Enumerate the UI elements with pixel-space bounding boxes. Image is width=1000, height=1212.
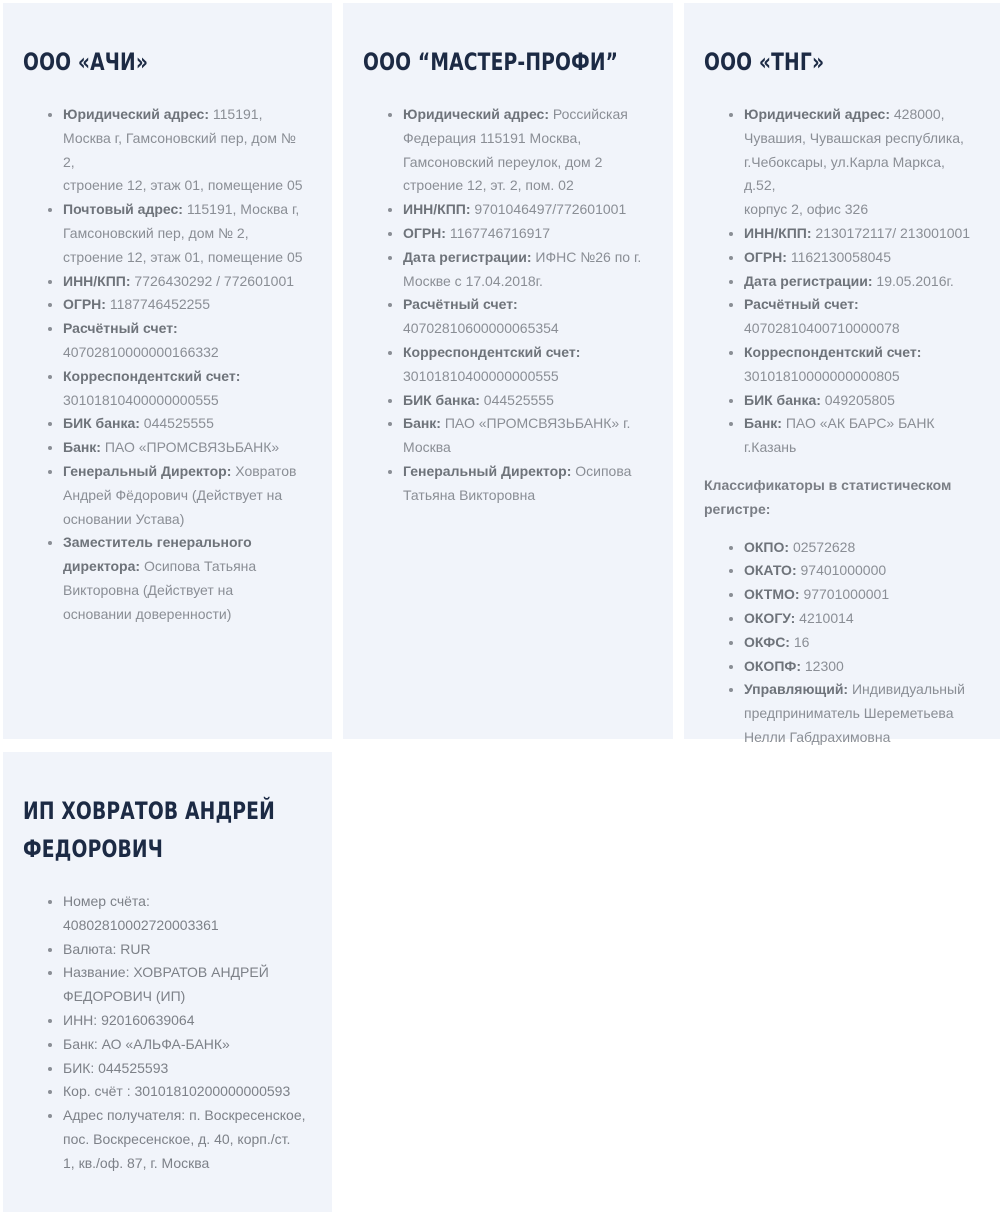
list-item: [403, 293, 653, 341]
item-value: 30101810000000000805: [744, 367, 900, 384]
list-item: [744, 412, 980, 460]
item-value: основании Устава): [63, 510, 185, 527]
item-label: Расчётный счет:: [403, 296, 518, 313]
item-label: БИК банка:: [744, 391, 821, 408]
item-text: Банк: АО «АЛЬФА-БАНК»: [63, 1035, 230, 1052]
list-item: [63, 460, 312, 531]
item-label: Корреспондентский счет:: [744, 343, 922, 360]
list-item: [403, 103, 653, 198]
list-item: [744, 389, 980, 413]
item-value: 40702810000000166332: [63, 343, 219, 360]
item-value: ПАО «АК БАРС» БАНК г.Казань: [744, 415, 935, 456]
item-value: Москва г, Гамсоновский пер, дом №: [63, 129, 296, 146]
item-label: ОКАТО:: [744, 562, 797, 579]
item-text: Кор. счёт : 30101810200000000593: [63, 1083, 291, 1100]
list-item: [63, 103, 312, 198]
item-value: 16: [789, 633, 810, 650]
item-value: Осипова: [571, 462, 632, 479]
item-value: 40702810600000065354: [403, 320, 559, 337]
list-item: [63, 412, 312, 436]
list-item: [403, 198, 653, 222]
item-text: 1, кв./оф. 87, г. Москва: [63, 1154, 210, 1171]
list-item: [63, 1080, 312, 1104]
item-label: ОКПО:: [744, 538, 790, 555]
list-item: [63, 531, 312, 626]
item-value: 044525555: [139, 415, 214, 432]
item-text: Валюта: RUR: [63, 940, 151, 957]
list-item: [63, 293, 312, 317]
item-value: 1167746716917: [445, 224, 551, 241]
item-value: предприниматель Шереметьева: [744, 705, 954, 722]
item-label: ОГРН:: [403, 224, 446, 241]
item-value: 115191,: [209, 106, 263, 122]
item-label: ОКОГУ:: [744, 609, 796, 626]
item-value: Чувашия, Чувашская республика,: [744, 129, 964, 146]
item-label: Банк:: [63, 439, 101, 456]
list-item: [403, 412, 653, 460]
item-value: 2,: [63, 153, 75, 170]
item-value: строение 12, этаж 01, помещение 05: [63, 177, 303, 194]
item-label: БИК банка:: [63, 415, 140, 432]
item-label: ОГРН:: [63, 296, 106, 313]
item-text: пос. Воскресенское, д. 40, корп./ст.: [63, 1130, 291, 1147]
item-text: Номер счёта:: [63, 893, 150, 909]
item-text: Адрес получателя: п. Воскресенское,: [63, 1107, 306, 1124]
list-item: [744, 559, 980, 583]
company-card-achi: [3, 3, 332, 739]
item-value: 428000,: [890, 106, 945, 122]
company-card-master-profi: [343, 3, 673, 739]
item-value: основании доверенности): [63, 605, 232, 622]
list-item: [744, 655, 980, 679]
card-title: ООО “МАСТЕР-ПРОФИ”: [363, 48, 619, 76]
item-label: Юридический адрес:: [744, 106, 890, 122]
item-label: ИНН/КПП:: [63, 272, 131, 289]
list-item: [63, 1057, 312, 1081]
item-value: 9701046497/772601001: [470, 201, 627, 218]
card-title: ООО «ТНГ»: [704, 48, 825, 76]
item-value: ИФНС №26 по г.: [531, 248, 642, 265]
card-title-line: ИП ХОВРАТОВ АНДРЕЙ: [23, 797, 275, 825]
list-item: [403, 460, 653, 508]
list-item: [403, 246, 653, 294]
bank-details-list: [23, 890, 312, 1176]
list-item: [63, 436, 312, 460]
item-value: 02572628: [789, 538, 856, 555]
item-value: Викторовна (Действует на: [63, 581, 234, 598]
item-value: 4210014: [795, 609, 854, 626]
item-label: ИНН/КПП:: [744, 224, 812, 241]
item-value: 30101810400000000555: [63, 391, 219, 408]
item-value: Татьяна Викторовна: [403, 486, 536, 503]
item-value: 2130172117/ 213001001: [811, 224, 971, 241]
list-item: [744, 341, 980, 389]
item-label: Юридический адрес:: [403, 106, 549, 122]
list-item: [63, 198, 312, 269]
card-title-line: ФЕДОРОВИЧ: [23, 835, 164, 863]
item-label: Дата регистрации:: [744, 272, 873, 289]
item-text: 40802810002720003361: [63, 916, 219, 933]
item-value: 7726430292 / 772601001: [130, 272, 295, 289]
item-value: 40702810400710000078: [744, 320, 900, 337]
item-value: Российская: [549, 106, 628, 122]
item-label: Юридический адрес:: [63, 106, 209, 122]
item-label: Почтовый адрес:: [63, 201, 183, 218]
item-value: Москве с 17.04.2018г.: [403, 272, 543, 289]
item-value: 1162130058045: [786, 248, 892, 265]
item-label: Банк:: [744, 415, 782, 432]
item-value: г.Чебоксары, ул.Карла Маркса, д.52,: [744, 153, 945, 194]
list-item: [744, 293, 980, 341]
item-value: 97701000001: [799, 586, 890, 603]
item-value: строение 12, этаж 01, помещение 05: [63, 248, 303, 265]
card-title: [23, 792, 312, 868]
item-label: Генеральный Директор:: [63, 462, 232, 479]
list-item: [744, 631, 980, 655]
classifiers-heading: Классификаторы в статистическом регистре:: [704, 476, 952, 517]
card-title: ООО «АЧИ»: [23, 48, 149, 76]
list-item: [744, 222, 980, 246]
item-value: Гамсоновский переулок, дом 2: [403, 153, 603, 170]
item-value: 12300: [801, 657, 844, 674]
item-value: Федерация 115191 Москва,: [403, 129, 582, 146]
item-value: 044525555: [479, 391, 554, 408]
requisites-list: [363, 103, 653, 508]
list-item: [63, 890, 312, 938]
list-item: [744, 536, 980, 560]
item-label: Корреспондентский счет:: [63, 367, 241, 384]
list-item: [403, 222, 653, 246]
list-item: [63, 1104, 312, 1175]
item-label: Генеральный Директор:: [403, 462, 572, 479]
item-label: ИНН/КПП:: [403, 201, 471, 218]
requisites-list: [23, 103, 312, 627]
list-item: [744, 246, 980, 270]
item-label: Расчётный счет:: [63, 320, 178, 337]
item-value: Осипова Татьяна: [140, 558, 257, 575]
item-label: директора:: [63, 558, 141, 575]
item-value: 049205805: [820, 391, 895, 408]
classifiers-list: [704, 536, 980, 750]
item-label: Расчётный счет:: [744, 296, 859, 313]
list-item: [744, 678, 980, 749]
item-value: Нелли Габдрахимовна: [744, 728, 891, 745]
item-value: Гамсоновский пер, дом № 2,: [63, 224, 249, 241]
list-item: [403, 341, 653, 389]
ip-card-khovratov: [3, 752, 332, 1212]
item-value: Индивидуальный: [848, 681, 965, 698]
list-item: [63, 1009, 312, 1033]
item-value: 97401000000: [796, 562, 887, 579]
item-label: Корреспондентский счет:: [403, 343, 581, 360]
list-item: [63, 317, 312, 365]
item-label: ОКОПФ:: [744, 657, 801, 674]
item-value: 30101810400000000555: [403, 367, 559, 384]
item-label: ОГРН:: [744, 248, 787, 265]
item-label: Дата регистрации:: [403, 248, 532, 265]
item-label: ОКТМО:: [744, 586, 800, 603]
list-item: [744, 270, 980, 294]
list-item: [744, 583, 980, 607]
list-item: [63, 365, 312, 413]
company-card-tng: [684, 3, 1000, 745]
list-item: [403, 389, 653, 413]
list-item: [744, 607, 980, 631]
item-label: Банк:: [403, 415, 441, 432]
item-value: 115191, Москва г,: [182, 201, 300, 218]
item-value: Москва: [403, 439, 451, 456]
list-item: [744, 103, 980, 222]
item-value: ПАО «ПРОМСВЯЗЬБАНК»: [100, 439, 280, 456]
item-value: 1187746452255: [105, 296, 211, 313]
item-value: строение 12, эт. 2, пом. 02: [403, 177, 574, 194]
item-text: ФЕДОРОВИЧ (ИП): [63, 988, 186, 1005]
list-item: [63, 961, 312, 1009]
item-label: БИК банка:: [403, 391, 480, 408]
item-label: Управляющий:: [744, 681, 849, 698]
list-item: [63, 1033, 312, 1057]
item-label: ОКФС:: [744, 633, 790, 650]
item-value: Андрей Фёдорович (Действует на: [63, 486, 283, 503]
item-label: Заместитель генерального: [63, 534, 252, 551]
item-value: 19.05.2016г.: [872, 272, 954, 289]
requisites-list: [704, 103, 980, 460]
item-text: БИК: 044525593: [63, 1059, 169, 1076]
item-text: Название: ХОВРАТОВ АНДРЕЙ: [63, 964, 269, 981]
item-text: ИНН: 920160639064: [63, 1011, 195, 1028]
list-item: [63, 938, 312, 962]
list-item: [63, 270, 312, 294]
item-value: ПАО «ПРОМСВЯЗЬБАНК» г.: [440, 415, 631, 432]
item-value: Ховратов: [231, 462, 297, 479]
item-value: корпус 2, офис 326: [744, 201, 869, 218]
